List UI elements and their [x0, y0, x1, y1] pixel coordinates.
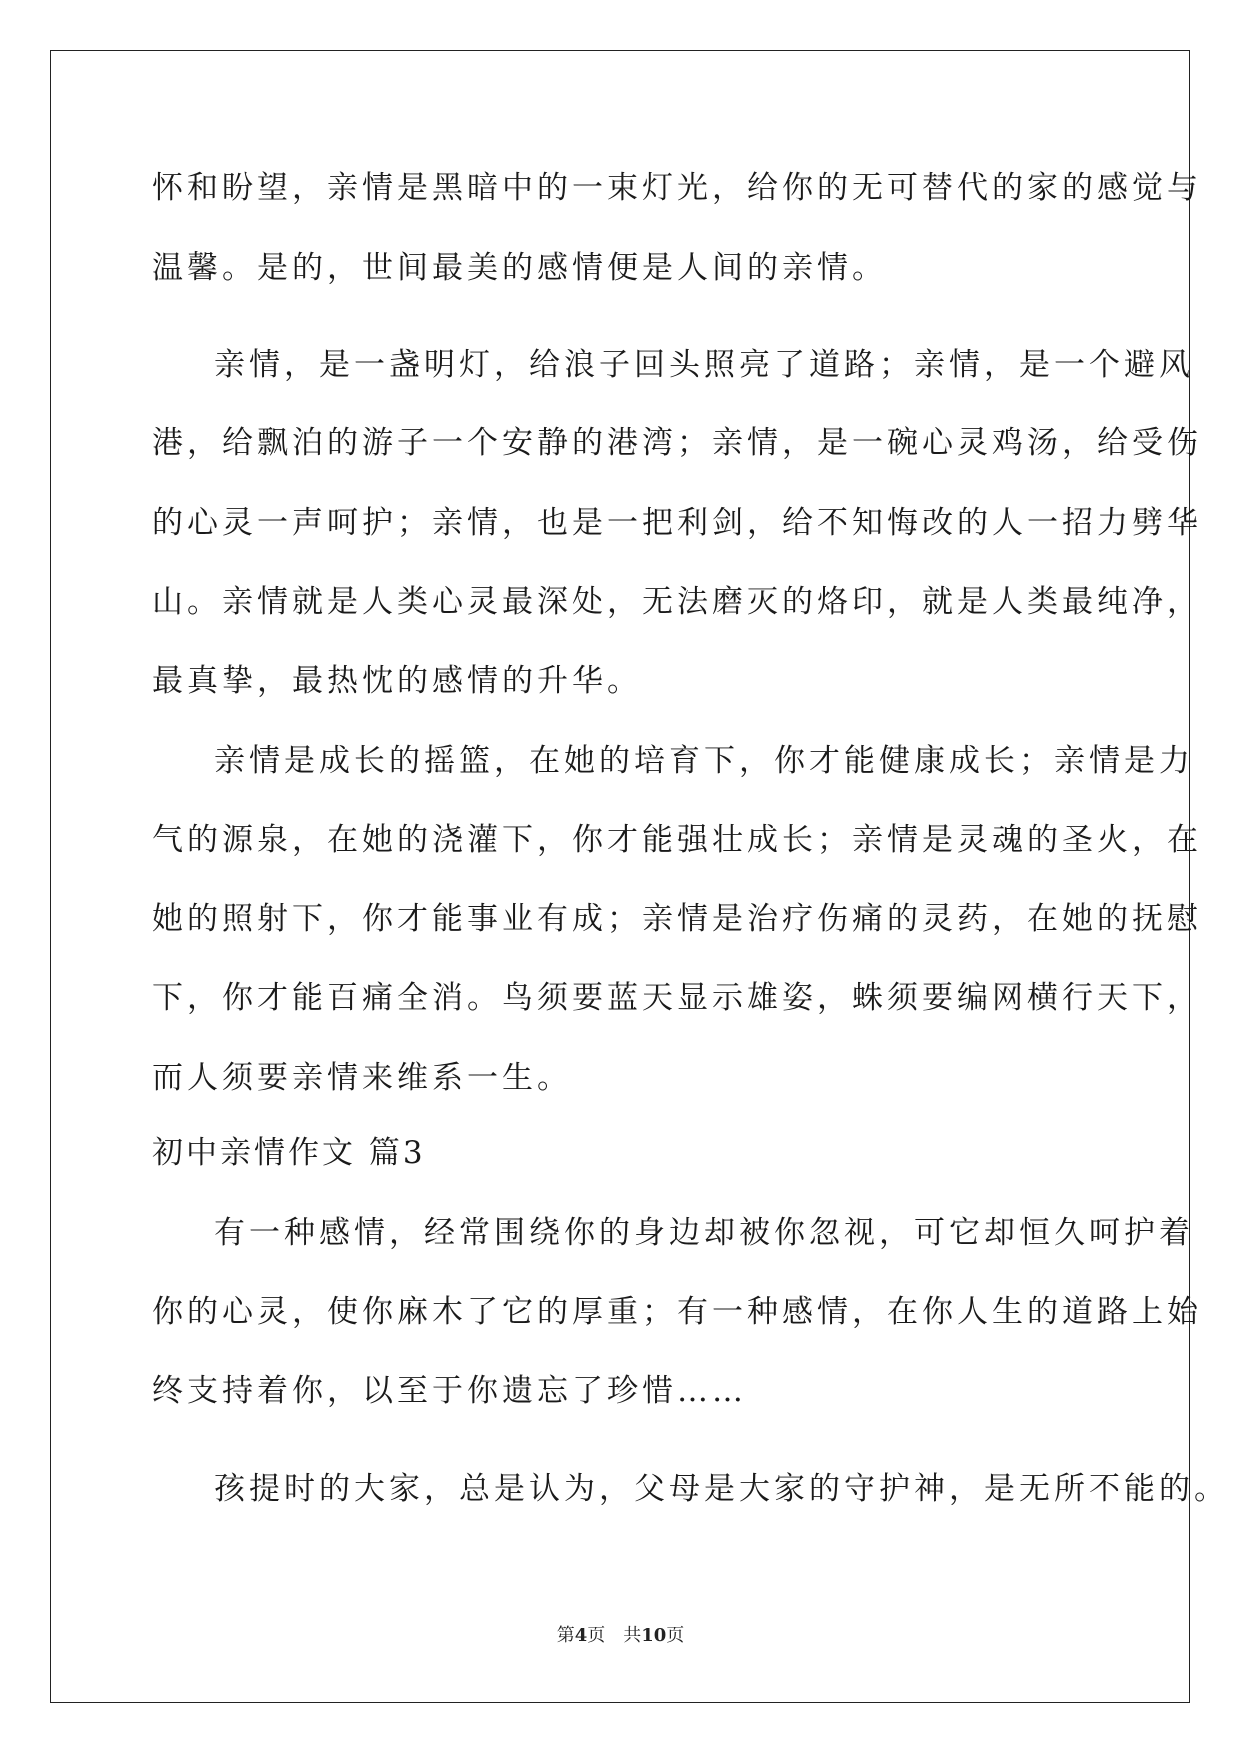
- text-line: 最真挚，最热忱的感情的升华。: [152, 663, 642, 699]
- paragraph-start-line: 亲情是成长的摇篮，在她的培育下，你才能健康成长；亲情是力: [214, 743, 1194, 779]
- text-line: 港，给飘泊的游子一个安静的港湾；亲情，是一碗心灵鸡汤，给受伤: [152, 425, 1202, 461]
- footer-total-prefix: 共: [623, 1625, 642, 1646]
- text-line: 你的心灵，使你麻木了它的厚重；有一种感情，在你人生的道路上始: [152, 1294, 1202, 1330]
- footer-total-number: 10: [641, 1625, 667, 1646]
- footer-page-number: 4: [574, 1625, 588, 1646]
- text-line: 气的源泉，在她的浇灌下，你才能强壮成长；亲情是灵魂的圣火，在: [152, 822, 1202, 858]
- text-line: 怀和盼望，亲情是黑暗中的一束灯光，给你的无可替代的家的感觉与: [152, 170, 1202, 206]
- text-line: 她的照射下，你才能事业有成；亲情是治疗伤痛的灵药，在她的抚慰: [152, 901, 1202, 937]
- page-footer: [0, 1624, 1241, 1648]
- section-heading: 初中亲情作文 篇3: [152, 1135, 426, 1171]
- text-line: 的心灵一声呵护；亲情，也是一把利剑，给不知悔改的人一招力劈华: [152, 505, 1202, 541]
- paragraph-start-line: 孩提时的大家，总是认为，父母是大家的守护神，是无所不能的。: [214, 1471, 1229, 1507]
- page-border: [50, 50, 1190, 1703]
- footer-page-suffix: 页: [587, 1625, 606, 1646]
- text-line: 温馨。是的，世间最美的感情便是人间的亲情。: [152, 250, 887, 286]
- footer-page-prefix: 第: [556, 1625, 575, 1646]
- text-line: 山。亲情就是人类心灵最深处，无法磨灭的烙印，就是人类最纯净，: [152, 584, 1202, 620]
- paragraph-start-line: 有一种感情，经常围绕你的身边却被你忽视，可它却恒久呵护着: [214, 1215, 1194, 1251]
- text-line: 下，你才能百痛全消。鸟须要蓝天显示雄姿，蛛须要编网横行天下，: [152, 980, 1202, 1016]
- text-line: 而人须要亲情来维系一生。: [152, 1060, 572, 1096]
- paragraph-start-line: 亲情，是一盏明灯，给浪子回头照亮了道路；亲情，是一个避风: [214, 347, 1194, 383]
- footer-total-suffix: 页: [666, 1625, 685, 1646]
- text-line: 终支持着你，以至于你遗忘了珍惜……: [152, 1373, 747, 1409]
